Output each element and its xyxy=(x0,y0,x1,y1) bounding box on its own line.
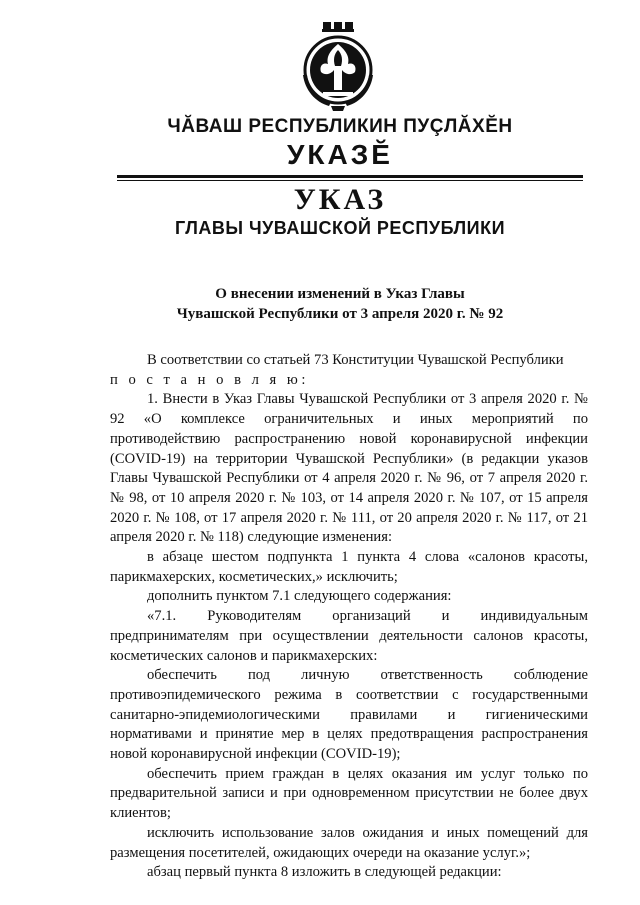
paragraph-amendment-1: в абзаце шестом подпункта 1 пункта 4 слова «салонов красоты, парикмахерских, косметических,» исключить; xyxy=(110,549,588,585)
paragraph-amendment-3: абзац первый пункта 8 изложить в следующей редакции: xyxy=(147,864,502,881)
paragraph-amendment-2: дополнить пунктом 7.1 следующего содержания: xyxy=(147,588,452,605)
document-body xyxy=(110,351,588,883)
paragraph-item-1: 1. Внести в Указ Главы Чувашской Республики от 3 апреля 2020 г. № 92 «О комплексе ограничительных и иных мероприятий по противодействию распространению новой коронавирусной инфекции (COVID-19) на территории Чувашской Республики» (в редакции указов Главы Чувашской Республики от 4 апреля 2020 г. № 96, от 7 апреля 2020 г. № 98, от 10 апреля 2020 г. № 103, от 14 апреля 2020 г. № 107, от 15 апреля 2020 г. № 108, от 17 апреля 2020 г. № 111, от 20 апреля 2020 г. № 117, от 21 апреля 2020 г. № 118) следующие изменения: xyxy=(110,391,588,546)
document-title-line2: Чувашской Республики от 3 апреля 2020 г. № 92 xyxy=(176,306,504,322)
document-title xyxy=(0,284,640,324)
header-divider-thin xyxy=(117,180,583,181)
coat-of-arms-emblem xyxy=(293,20,383,112)
paragraph-decree: п о с т а н о в л я ю: xyxy=(110,371,309,388)
decree-subtitle: ГЛАВЫ ЧУВАШСКОЙ РЕСПУБЛИКИ xyxy=(174,218,506,238)
paragraph-clause-7-1-b: обеспечить прием граждан в целях оказания им услуг только по предварительной записи и при одновременном присутствии не более двух клиентов; xyxy=(110,765,588,822)
paragraph-clause-7-1-a: обеспечить под личную ответственность соблюдение противоэпидемического режима в соответствии с государственными санитарно-эпидемиологическими правилами и гигиеническими нормативами и принятие мер в целях предотвращения распространения новой коронавирусной инфекции (COVID-19); xyxy=(110,667,588,763)
paragraph-clause-7-1: «7.1. Руководителям организаций и индивидуальным предпринимателям при осуществлении деятельности салонов красоты, косметических салонов и парикмахерских: xyxy=(110,608,588,664)
header-chuvash-line2: УКАЗĔ xyxy=(287,139,393,170)
header-chuvash-line1: ЧĂВАШ РЕСПУБЛИКИН ПУÇЛĂХĔН xyxy=(167,116,513,137)
paragraph-preamble: В соответствии со статьей 73 Конституции Чувашской Республики xyxy=(147,352,564,368)
decree-title: УКАЗ xyxy=(293,183,387,216)
paragraph-clause-7-1-c: исключить использование залов ожидания и иных помещений для размещения посетителей, ожидающих очереди на оказание услуг.»; xyxy=(110,824,588,861)
header-divider-thick xyxy=(117,175,583,178)
document-title-line1: О внесении изменений в Указ Главы xyxy=(215,286,465,302)
